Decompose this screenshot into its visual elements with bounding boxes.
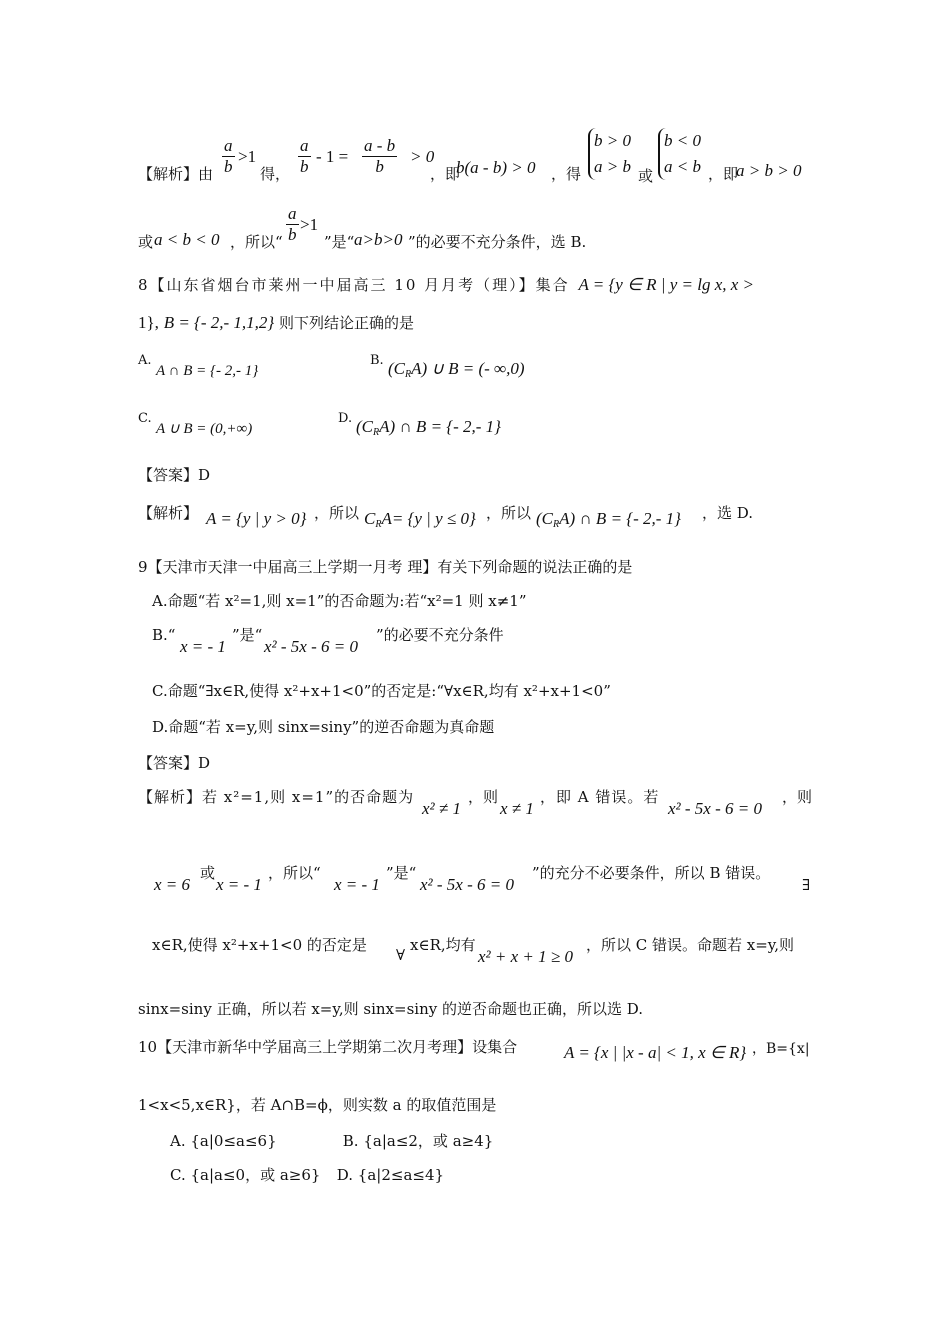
huo-text: 或 (638, 167, 654, 185)
q9-analysis-line1 (138, 786, 818, 822)
option-b-post: ”的必要不充分条件 (376, 626, 504, 644)
set-b-definition: B = {- 2,- 1,1,2} (163, 313, 275, 332)
inequality-geq-0: x² + x + 1 ≥ 0 (478, 947, 573, 966)
q10-option-d: D. {a|2≤a≤4} (336, 1166, 445, 1184)
system-2-top: b < 0 (664, 131, 701, 150)
q10-stem-line1 (138, 1036, 818, 1070)
option-d-rest: A) ∩ B = {- 2,- 1} (379, 417, 501, 436)
fraction-numerator: a (300, 136, 309, 155)
system-1 (588, 128, 631, 180)
suoyi-text: ，所以 (314, 504, 360, 522)
set-a-definition: A = {y ∈ R | y = lg x, x > (578, 275, 755, 294)
option-b-rest: A) ∪ B = (- ∞,0) (411, 359, 525, 378)
huo-text: 或 (200, 864, 216, 882)
q8-analysis (138, 502, 818, 536)
fraction-numerator: a (288, 204, 297, 223)
complement-a-rest: A= {y | y ≤ 0} (381, 509, 476, 528)
option-a: A ∩ B = {- 2,- 1} (156, 363, 259, 379)
fraction-numerator: a (224, 136, 233, 155)
fraction-a-over-b-2 (298, 136, 311, 177)
shi-text: ”是“ (324, 233, 355, 251)
complement-intersect-b (536, 508, 681, 536)
complement-c: (C (536, 509, 553, 528)
q9-analysis-line3 (138, 934, 818, 968)
huo-text: 或 (138, 233, 154, 251)
option-b-math2: x² - 5x - 6 = 0 (264, 637, 358, 656)
gt-one: >1 (238, 147, 257, 166)
q8-stem-line1 (138, 274, 818, 296)
junyou-text: x∈R,均有 (410, 936, 476, 954)
set-a-solved: A = {y | y > 0} (206, 509, 307, 528)
x-neq-1: x ≠ 1 (500, 799, 534, 818)
select-d-text: ，选 D. (702, 504, 754, 522)
suoyi-text-2: ，所以 (486, 504, 532, 522)
system-2 (658, 128, 701, 180)
analysis-label: 【解析】由 (138, 165, 214, 183)
complement-c: C (364, 509, 376, 528)
complement-c: (C (356, 417, 373, 436)
gt-one: >1 (300, 215, 319, 234)
x-eq-neg1-2: x = - 1 (334, 875, 380, 894)
q10-option-b: B. {a|a≤2，或 a≥4} (342, 1132, 494, 1150)
gt-zero: > 0 (410, 147, 435, 166)
fraction-denominator: b (224, 157, 233, 176)
q9-option-b (152, 624, 832, 660)
x-eq-neg1: x = - 1 (216, 875, 262, 894)
shi-text: ”是“ (386, 864, 417, 882)
option-b-math1: x = - 1 (180, 637, 226, 656)
expr-b-a-minus-b: b(a - b) > 0 (456, 158, 536, 177)
fraction-a-over-b (222, 136, 235, 177)
conclusion-expr: a > b > 0 (736, 161, 802, 180)
q10-stem: 10【天津市新华中学届高三上学期第二次月考理】设集合 (138, 1038, 518, 1056)
de-text: 得， (260, 165, 291, 183)
system-1-top: b > 0 (594, 131, 631, 150)
complement-a (364, 508, 476, 536)
option-b-prefix: B.“ (152, 626, 176, 644)
fraction-numerator: a - b (364, 136, 396, 155)
q8-question: 则下列结论正确的是 (279, 314, 415, 332)
exists-symbol: ∃ (802, 876, 811, 894)
option-b (388, 358, 525, 386)
ze-text: ，则 (468, 788, 499, 806)
set-b-start: ，B={x| (752, 1041, 810, 1057)
q7-analysis-line2 (138, 204, 818, 256)
ji-text: ，即 (430, 165, 461, 183)
ze-text-2: ，则 (782, 788, 813, 806)
expr-a-lt-b-lt-0: a < b < 0 (154, 230, 220, 249)
q10-stem-line2: 1<x<5,x∈R}，若 A∩B=ϕ，则实数 a 的取值范围是 (138, 1096, 497, 1114)
c-wrong-text: ，所以 C 错误。命题若 x=y,则 (586, 936, 795, 954)
a-wrong-text: ，即 A 错误。若 (540, 788, 660, 806)
quadratic-eq: x² - 5x - 6 = 0 (668, 799, 762, 818)
system-2-bottom: a < b (664, 157, 701, 176)
q9-option-a: A.命题“若 x²=1,则 x=1”的否命题为:若“x²=1 则 x≠1” (152, 592, 527, 610)
fraction-a-over-b-3 (286, 204, 299, 245)
fraction-denominator: b (288, 225, 297, 244)
q7-analysis-line1 (138, 128, 818, 188)
subscript-r: R (553, 519, 560, 530)
q9-option-c: C.命题“∃x∈R,使得 x²+x+1<0”的否定是:“∀x∈R,均有 x²+x+1<0” (152, 682, 611, 700)
forall-symbol: ∀ (396, 946, 406, 964)
condition-expr: a>b>0 (354, 230, 403, 249)
negation-text: x∈R,使得 x²+x+1<0 的否定是 (152, 936, 367, 954)
b-wrong-text: ”的充分不必要条件，所以 B 错误。 (532, 864, 771, 882)
q9-analysis-line4: sinx=siny 正确，所以若 x=y,则 sinx=siny 的逆否命题也正确，所以选 D. (138, 1000, 644, 1018)
q8-options-row2 (138, 408, 818, 442)
complement-intersect-rest: A) ∩ B = {- 2,- 1} (559, 509, 681, 528)
q10-options-row2 (170, 1164, 850, 1186)
q10-option-a: A. {a|0≤a≤6} (170, 1132, 277, 1150)
q10-options-row1 (170, 1130, 850, 1152)
option-c-label: C. (138, 411, 152, 426)
option-c: A ∪ B = (0,+∞) (156, 421, 253, 437)
q8-stem-line2 (138, 312, 818, 334)
q9-answer: 【答案】D (138, 754, 211, 772)
conclusion-text: ”的必要不充分条件，选 B. (408, 233, 587, 251)
subscript-r: R (375, 519, 382, 530)
option-b-mid: ”是“ (232, 626, 263, 644)
de2-text: ，得 (551, 165, 582, 183)
q9-option-d: D.命题“若 x=y,则 sinx=siny”的逆否命题为真命题 (152, 718, 495, 736)
subscript-r: R (405, 369, 412, 380)
q8-answer: 【答案】D (138, 466, 211, 484)
q9-analysis-line2 (138, 860, 818, 894)
q9-analysis-start: 【解析】若 x²=1,则 x=1”的否命题为 (138, 788, 415, 806)
fraction-denominator: b (300, 157, 309, 176)
suoyi-text: ，所以“ (268, 864, 321, 882)
set-a-end: 1}, (138, 313, 159, 332)
q10-option-c: C. {a|a≤0，或 a≥6} (170, 1166, 321, 1184)
fraction-denominator: b (375, 157, 384, 176)
option-d (356, 416, 501, 444)
q9-stem: 9【天津市天津一中届高三上学期一月考 理】有关下列命题的说法正确的是 (138, 558, 633, 576)
option-b-label: B. (370, 353, 384, 368)
suoyi-text: ，所以“ (230, 233, 283, 251)
analysis-label: 【解析】 (138, 504, 199, 522)
quadratic-eq-2: x² - 5x - 6 = 0 (420, 875, 514, 894)
q8-options-row1 (138, 350, 818, 384)
option-d-label: D. (338, 411, 353, 426)
complement-c: (C (388, 359, 405, 378)
x-squared-neq-1: x² ≠ 1 (422, 799, 461, 818)
system-1-bottom: a > b (594, 157, 631, 176)
minus-one: - 1 = (316, 147, 349, 166)
fraction-a-minus-b-over-b (362, 136, 397, 177)
subscript-r: R (373, 427, 380, 438)
x-eq-6: x = 6 (154, 875, 191, 894)
option-a-label: A. (138, 353, 152, 368)
set-a-definition: A = {x | |x - a| < 1, x ∈ R} (564, 1043, 747, 1062)
ji2-text: ，即 (708, 165, 739, 183)
q8-stem: 8【山东省烟台市莱州一中届高三 10 月月考（理）】集合 (138, 276, 570, 294)
